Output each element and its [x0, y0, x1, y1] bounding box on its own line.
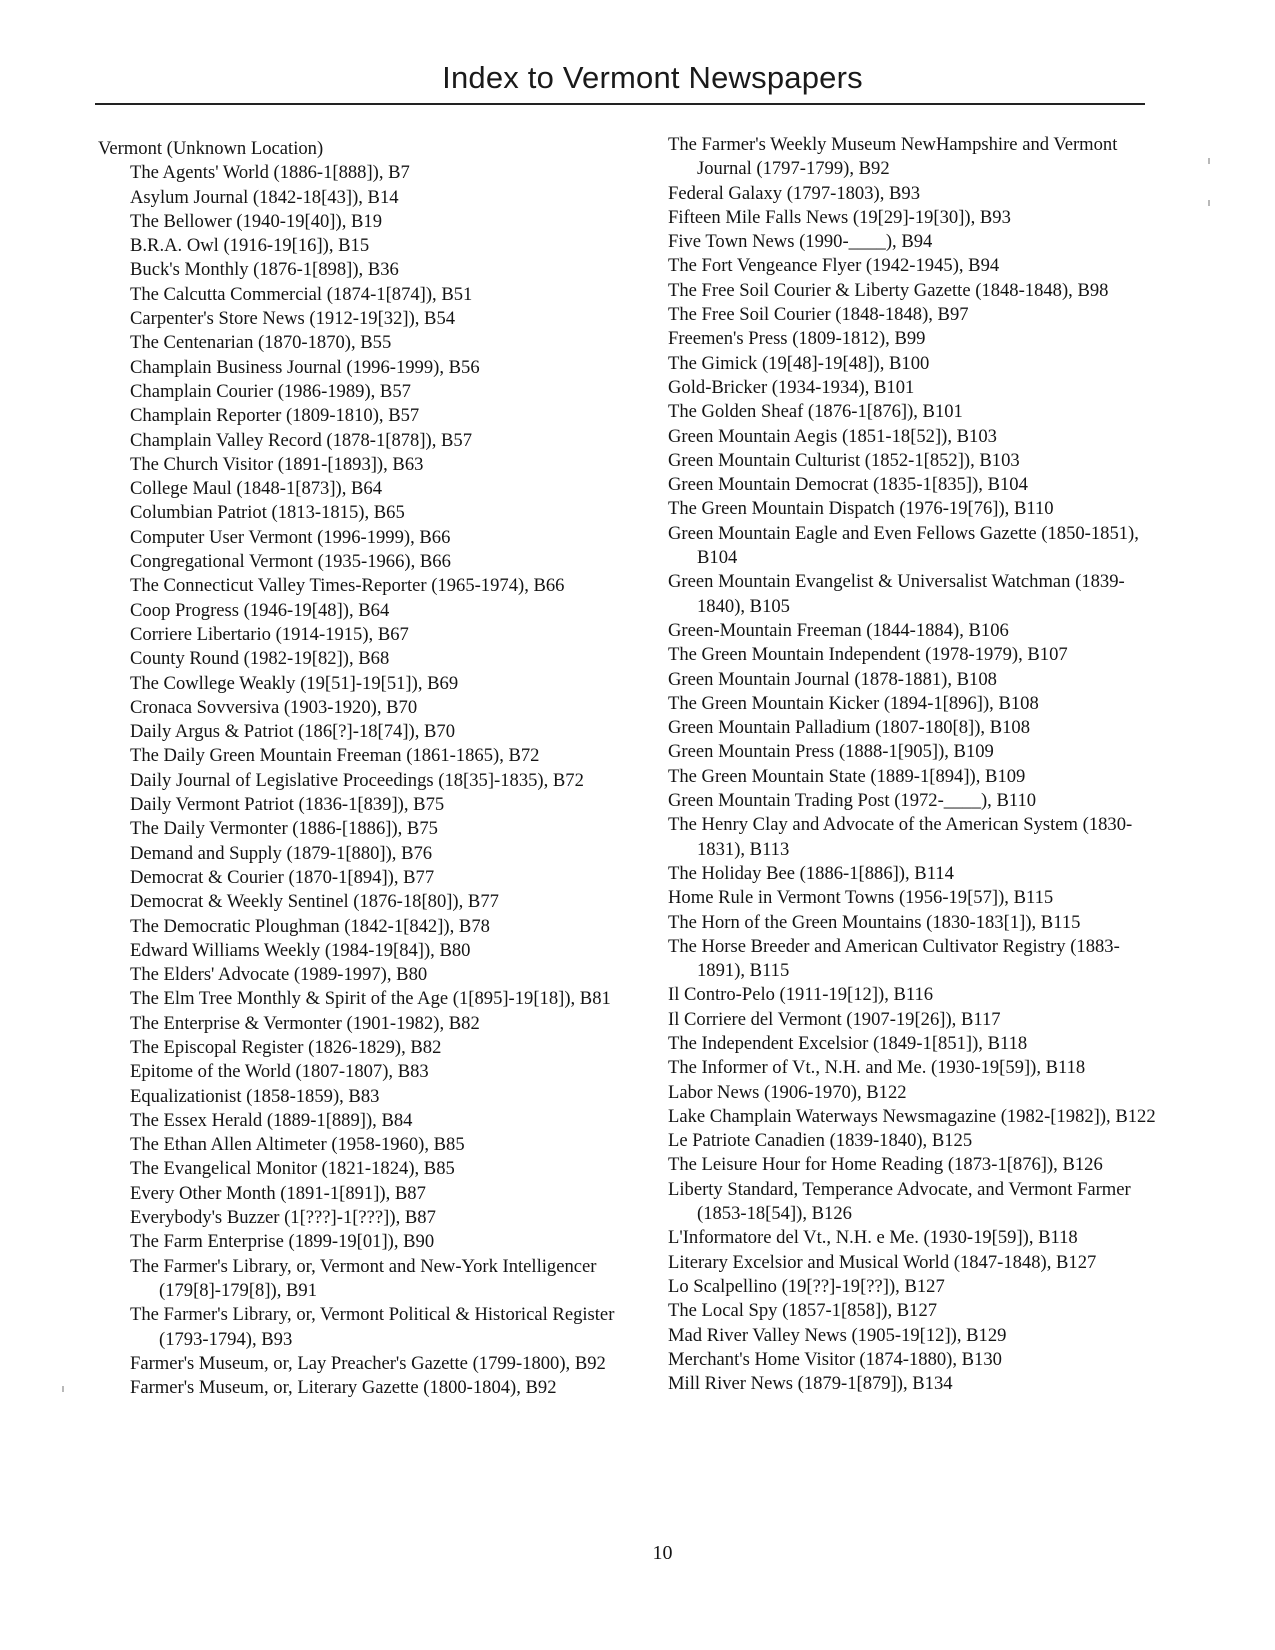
index-entry: The Gimick (19[48]-19[48]), B100: [668, 352, 930, 374]
index-entry: Liberty Standard, Temperance Advocate, and Vermont Farmer (1853-18[54]), B126: [668, 1178, 1131, 1225]
index-entry: The Daily Green Mountain Freeman (1861-1865), B72: [130, 745, 540, 767]
index-entry: College Maul (1848-1[873]), B64: [130, 478, 383, 500]
index-entry: The Horn of the Green Mountains (1830-183[1]), B115: [668, 911, 1081, 933]
index-entry: The Church Visitor (1891-[1893]), B63: [130, 453, 424, 475]
index-entry: The Connecticut Valley Times-Reporter (1965-1974), B66: [130, 575, 565, 597]
index-entry: Green Mountain Aegis (1851-18[52]), B103: [668, 425, 997, 447]
index-entry: Lake Champlain Waterways Newsmagazine (1982-[1982]), B122: [668, 1105, 1156, 1127]
index-entry: The Fort Vengeance Flyer (1942-1945), B94: [668, 255, 1000, 277]
scan-speck: [1208, 158, 1210, 164]
index-entry: The Local Spy (1857-1[858]), B127: [668, 1300, 938, 1322]
index-entry: The Free Soil Courier (1848-1848), B97: [668, 304, 969, 326]
index-entry: Labor News (1906-1970), B122: [668, 1081, 907, 1103]
index-entry: The Farmer's Library, or, Vermont Political & Historical Register (1793-1794), B93: [130, 1304, 615, 1350]
index-entry: Il Contro-Pelo (1911-19[12]), B116: [668, 984, 934, 1006]
index-entry: The Informer of Vt., N.H. and Me. (1930-19[59]), B118: [668, 1057, 1086, 1079]
index-entry: Equalizationist (1858-1859), B83: [130, 1085, 380, 1107]
index-entry: Le Patriote Canadien (1839-1840), B125: [668, 1130, 973, 1152]
index-entry: Green Mountain Palladium (1807-180[8]), B108: [668, 717, 1030, 739]
index-entry: The Centenarian (1870-1870), B55: [130, 332, 392, 354]
index-entry: Corriere Libertario (1914-1915), B67: [130, 623, 409, 645]
index-entry: Green Mountain Democrat (1835-1[835]), B104: [668, 474, 1028, 496]
index-entry: Five Town News (1990-____), B94: [668, 231, 933, 253]
index-entry: Daily Journal of Legislative Proceedings (18[35]-1835), B72: [130, 769, 584, 791]
index-entry: The Holiday Bee (1886-1[886]), B114: [668, 862, 954, 884]
index-entry: The Bellower (1940-19[40]), B19: [130, 210, 382, 232]
index-entry: Il Corriere del Vermont (1907-19[26]), B117: [668, 1008, 1001, 1030]
index-entry: The Green Mountain Dispatch (1976-19[76]), B110: [668, 498, 1054, 520]
index-entry: Epitome of the World (1807-1807), B83: [130, 1061, 429, 1083]
index-entry: Everybody's Buzzer (1[???]-1[???]), B87: [130, 1207, 436, 1229]
index-entry: The Farm Enterprise (1899-19[01]), B90: [130, 1231, 435, 1253]
index-entry: Champlain Valley Record (1878-1[878]), B57: [130, 429, 473, 451]
index-entry: Daily Vermont Patriot (1836-1[839]), B75: [130, 794, 445, 816]
index-entry: Lo Scalpellino (19[??]-19[??]), B127: [668, 1275, 945, 1297]
index-entry: Congregational Vermont (1935-1966), B66: [130, 551, 451, 573]
index-entry: Champlain Courier (1986-1989), B57: [130, 380, 411, 402]
index-entry: The Episcopal Register (1826-1829), B82: [130, 1036, 442, 1058]
index-entry: The Green Mountain Independent (1978-1979), B107: [668, 644, 1068, 666]
index-entry: The Independent Excelsior (1849-1[851]), B118: [668, 1032, 1028, 1054]
index-entry: The Cowllege Weakly (19[51]-19[51]), B69: [130, 672, 459, 694]
index-entry: Buck's Monthly (1876-1[898]), B36: [130, 259, 399, 281]
index-entry: Farmer's Museum, or, Literary Gazette (1800-1804), B92: [130, 1377, 557, 1399]
index-entry: The Enterprise & Vermonter (1901-1982), B82: [130, 1012, 480, 1034]
index-entry: Coop Progress (1946-19[48]), B64: [130, 599, 390, 621]
index-entry: Freemen's Press (1809-1812), B99: [668, 328, 926, 350]
index-entry: Green Mountain Culturist (1852-1[852]), B103: [668, 449, 1020, 471]
scan-speck: [1208, 200, 1210, 206]
index-entry: Every Other Month (1891-1[891]), B87: [130, 1182, 426, 1204]
index-entry: The Democratic Ploughman (1842-1[842]), B78: [130, 915, 490, 937]
index-entry: Democrat & Weekly Sentinel (1876-18[80]), B77: [130, 891, 499, 913]
index-entry: Mill River News (1879-1[879]), B134: [668, 1373, 953, 1395]
page-title: Index to Vermont Newspapers: [442, 60, 863, 95]
index-entry: Green Mountain Journal (1878-1881), B108: [668, 668, 997, 690]
index-entry: County Round (1982-19[82]), B68: [130, 648, 390, 670]
index-entry: The Golden Sheaf (1876-1[876]), B101: [668, 401, 963, 423]
index-entry: Cronaca Sovversiva (1903-1920), B70: [130, 696, 418, 718]
index-entry: Literary Excelsior and Musical World (1847-1848), B127: [668, 1251, 1097, 1273]
index-entry: The Horse Breeder and American Cultivator Registry (1883-1891), B115: [668, 935, 1120, 982]
index-entry: Demand and Supply (1879-1[880]), B76: [130, 842, 433, 864]
index-entry: The Henry Clay and Advocate of the American System (1830-1831), B113: [668, 814, 1133, 860]
index-entry: Carpenter's Store News (1912-19[32]), B54: [130, 308, 456, 330]
index-entry: The Green Mountain State (1889-1[894]), B109: [668, 765, 1026, 787]
index-entry: Columbian Patriot (1813-1815), B65: [130, 502, 405, 524]
scan-speck: [62, 1386, 64, 1392]
index-entry: The Daily Vermonter (1886-[1886]), B75: [130, 818, 438, 840]
index-entry: Champlain Business Journal (1996-1999), B56: [130, 356, 480, 378]
index-entry: Green Mountain Eagle and Even Fellows Gazette (1850-1851), B104: [668, 522, 1139, 569]
index-entry: Computer User Vermont (1996-1999), B66: [130, 526, 451, 548]
index-entry: The Farmer's Library, or, Vermont and New-York Intelligencer (179[8]-179[8]), B91: [130, 1255, 597, 1301]
index-entry: The Green Mountain Kicker (1894-1[896]), B108: [668, 692, 1039, 714]
index-entry: Farmer's Museum, or, Lay Preacher's Gazette (1799-1800), B92: [130, 1352, 606, 1374]
index-entry: Green Mountain Press (1888-1[905]), B109: [668, 741, 994, 763]
index-entry: The Elders' Advocate (1989-1997), B80: [130, 964, 428, 986]
index-entry: Champlain Reporter (1809-1810), B57: [130, 405, 420, 427]
index-entry: The Essex Herald (1889-1[889]), B84: [130, 1109, 413, 1131]
index-entry: The Ethan Allen Altimeter (1958-1960), B85: [130, 1134, 465, 1156]
left-index-column: [98, 137, 623, 1400]
index-entry: Green Mountain Evangelist & Universalist Watchman (1839-1840), B105: [668, 571, 1125, 617]
index-entry: The Elm Tree Monthly & Spirit of the Age (1[895]-19[18]), B81: [130, 988, 611, 1010]
index-entry: The Free Soil Courier & Liberty Gazette (1848-1848), B98: [668, 279, 1109, 301]
title-rule: [95, 103, 1145, 105]
index-entry: Green Mountain Trading Post (1972-____), B110: [668, 790, 1037, 812]
index-entry: L'Informatore del Vt., N.H. e Me. (1930-19[59]), B118: [668, 1227, 1078, 1249]
index-entry: Green-Mountain Freeman (1844-1884), B106: [668, 619, 1009, 641]
index-entry: The Evangelical Monitor (1821-1824), B85: [130, 1158, 455, 1180]
index-entry: The Agents' World (1886-1[888]), B7: [130, 162, 410, 184]
index-entry: The Leisure Hour for Home Reading (1873-1[876]), B126: [668, 1154, 1103, 1176]
index-entry: Merchant's Home Visitor (1874-1880), B130: [668, 1348, 1002, 1370]
index-entry: Edward Williams Weekly (1984-19[84]), B80: [130, 939, 471, 961]
page-number: 10: [652, 1542, 673, 1564]
right-index-column: [668, 133, 1163, 1396]
index-entry: Democrat & Courier (1870-1[894]), B77: [130, 866, 435, 888]
index-entry: Home Rule in Vermont Towns (1956-19[57]), B115: [668, 887, 1054, 909]
index-entry: Federal Galaxy (1797-1803), B93: [668, 182, 920, 204]
index-entry: Asylum Journal (1842-18[43]), B14: [130, 186, 399, 208]
index-entry: B.R.A. Owl (1916-19[16]), B15: [130, 235, 370, 257]
location-heading: Vermont (Unknown Location): [98, 138, 324, 159]
index-entry: Daily Argus & Patriot (186[?]-18[74]), B70: [130, 721, 455, 743]
index-entry: The Calcutta Commercial (1874-1[874]), B51: [130, 283, 473, 305]
index-entry: Mad River Valley News (1905-19[12]), B129: [668, 1324, 1007, 1346]
index-entry: The Farmer's Weekly Museum NewHampshire and Vermont Journal (1797-1799), B92: [668, 134, 1118, 180]
index-entry: Fifteen Mile Falls News (19[29]-19[30]), B93: [668, 206, 1011, 228]
index-entry: Gold-Bricker (1934-1934), B101: [668, 376, 915, 398]
